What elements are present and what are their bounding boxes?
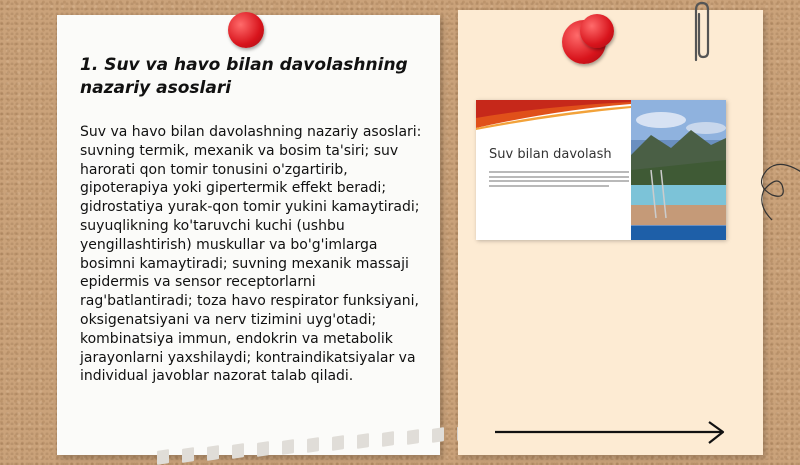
string-loop-decoration (752, 150, 800, 230)
slide-text-lines (489, 171, 629, 189)
pool-landscape-image (631, 100, 726, 240)
arrow-right-icon (493, 418, 733, 448)
body-paragraph: Suv va havo bilan davolashning nazariy asoslari: suvning termik, mexanik va bosim ta'siri; suv harorati qon tomir tonusini o'zgartirib, gipoterapiya yoki gipertermik effekt beradi; gidrostatiya yurak-qon tomir yukini kamaytiradi; suyuqlikning ko'taruvchi kuchi (ushbu yengillashtirish) muskullar va bo'g'imlarga bosimni kamaytiradi; suvning mexanik massaji epidermis va sensor receptorlarni rag'batlantiradi; toza havo respirator funksiyani, oksigenatsiyani va nerv tizimini uyg'otadi; kombinatsiya immun, endokrin va metabolik jarayonlarni yaxshilaydi; kontraindikatsiyalar va individual javoblar nazorat talab qiladi. (80, 124, 422, 385)
paper-clip-icon (686, 0, 716, 64)
torn-edge-stubs (157, 420, 497, 465)
slide-title: Suv bilan davolash (489, 147, 612, 162)
pushpin-left (228, 12, 264, 48)
pushpin-right-head (580, 14, 614, 48)
section-heading: 1. Suv va havo bilan davolashning nazariy asoslari (80, 55, 408, 98)
slide-thumbnail[interactable] (476, 100, 726, 240)
